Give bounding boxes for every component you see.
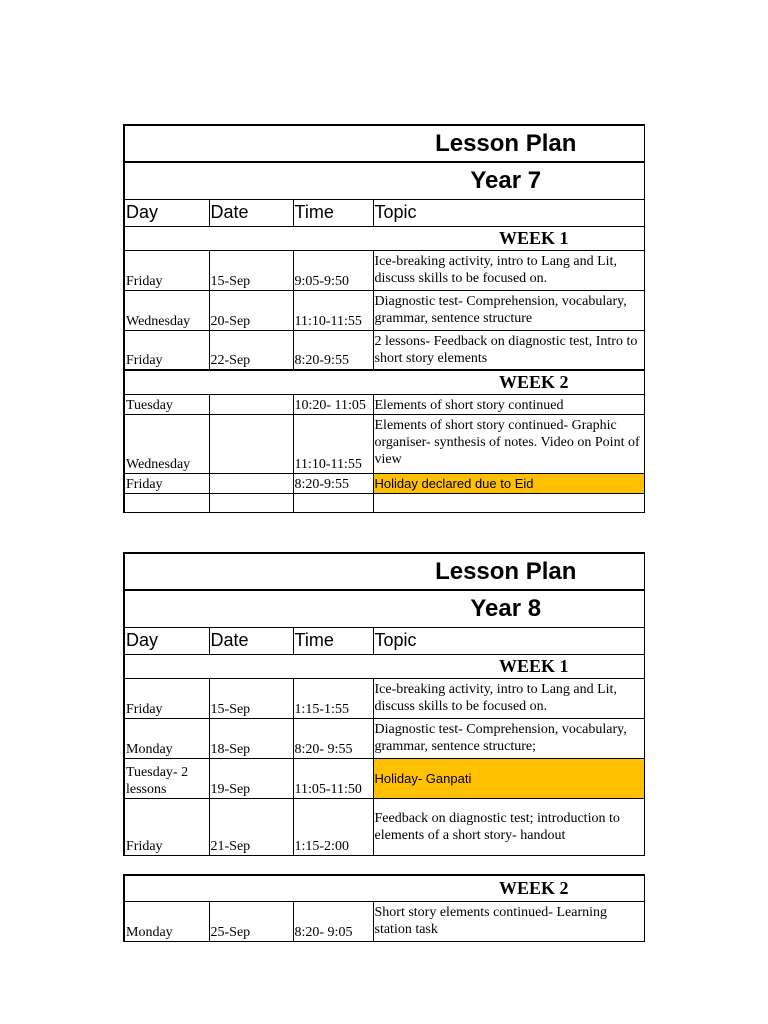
table-row (124, 330, 644, 370)
cell-day: Wednesday (124, 290, 209, 330)
header-date: Date (209, 199, 293, 226)
cell-topic: Feedback on diagnostic test; introduction to elements of a short story- handout (373, 798, 644, 855)
cell-date: 15-Sep (209, 678, 293, 718)
cell-topic: Diagnostic test- Comprehension, vocabulary, grammar, sentence structure; (373, 718, 644, 758)
table-row (124, 758, 644, 798)
cell-time: 9:05-9:50 (293, 250, 373, 290)
table-row-empty (124, 493, 644, 512)
table-row (124, 901, 644, 941)
header-time: Time (293, 627, 373, 654)
table-row (124, 718, 644, 758)
cell-day: Tuesday- 2 lessons (124, 758, 209, 798)
cell-day: Monday (124, 718, 209, 758)
header-day: Day (124, 199, 209, 226)
cell-day: Monday (124, 901, 209, 941)
year-title: Year 7 (124, 162, 644, 199)
cell-time: 1:15-2:00 (293, 798, 373, 855)
cell-date: 25-Sep (209, 901, 293, 941)
cell-date: 18-Sep (209, 718, 293, 758)
cell-day: Friday (124, 798, 209, 855)
lesson-plan-year8-table (123, 552, 645, 856)
header-topic: Topic (373, 199, 644, 226)
cell-time: 8:20-9:55 (293, 473, 373, 493)
cell-topic: Elements of short story continued (373, 394, 644, 414)
cell-date: 20-Sep (209, 290, 293, 330)
cell-topic: Ice-breaking activity, intro to Lang and Lit, discuss skills to be focused on. (373, 250, 644, 290)
cell-date: 19-Sep (209, 758, 293, 798)
cell-time: 8:20- 9:05 (293, 901, 373, 941)
cell-day: Friday (124, 473, 209, 493)
cell-time: 8:20- 9:55 (293, 718, 373, 758)
cell-topic: Ice-breaking activity, intro to Lang and Lit, discuss skills to be focused on. (373, 678, 644, 718)
cell-date (209, 414, 293, 473)
lesson-plan-year7-table (123, 124, 645, 513)
lesson-plan-year8-week2-table (123, 874, 645, 942)
cell-day: Friday (124, 330, 209, 370)
cell-date (209, 473, 293, 493)
cell-time: 11:10-11:55 (293, 414, 373, 473)
cell-date: 15-Sep (209, 250, 293, 290)
cell-day: Wednesday (124, 414, 209, 473)
cell-time: 11:05-11:50 (293, 758, 373, 798)
holiday-cell: Holiday- Ganpati (373, 758, 644, 798)
week-label: WEEK 2 (124, 370, 644, 394)
header-topic: Topic (373, 627, 644, 654)
week-label: WEEK 1 (124, 226, 644, 250)
header-day: Day (124, 627, 209, 654)
cell-time: 10:20- 11:05 (293, 394, 373, 414)
table-row (124, 414, 644, 473)
cell-day: Friday (124, 678, 209, 718)
cell-topic: Short story elements continued- Learning station task (373, 901, 644, 941)
table-row (124, 798, 644, 855)
cell-day: Tuesday (124, 394, 209, 414)
cell-day: Friday (124, 250, 209, 290)
table-row (124, 394, 644, 414)
cell-topic: 2 lessons- Feedback on diagnostic test, Intro to short story elements (373, 330, 644, 370)
plan-title: Lesson Plan (124, 553, 644, 590)
cell-time: 1:15-1:55 (293, 678, 373, 718)
cell-date (209, 394, 293, 414)
plan-title: Lesson Plan (124, 125, 644, 162)
header-date: Date (209, 627, 293, 654)
cell-topic: Elements of short story continued- Graphic organiser- synthesis of notes. Video on Point of view (373, 414, 644, 473)
table-row (124, 473, 644, 493)
table-row (124, 250, 644, 290)
cell-time: 11:10-11:55 (293, 290, 373, 330)
holiday-cell: Holiday declared due to Eid (373, 473, 644, 493)
week-label: WEEK 2 (124, 875, 644, 901)
table-row (124, 678, 644, 718)
cell-date: 21-Sep (209, 798, 293, 855)
table-row (124, 290, 644, 330)
cell-date: 22-Sep (209, 330, 293, 370)
header-time: Time (293, 199, 373, 226)
cell-time: 8:20-9:55 (293, 330, 373, 370)
week-label: WEEK 1 (124, 654, 644, 678)
cell-topic: Diagnostic test- Comprehension, vocabulary, grammar, sentence structure (373, 290, 644, 330)
year-title: Year 8 (124, 590, 644, 627)
